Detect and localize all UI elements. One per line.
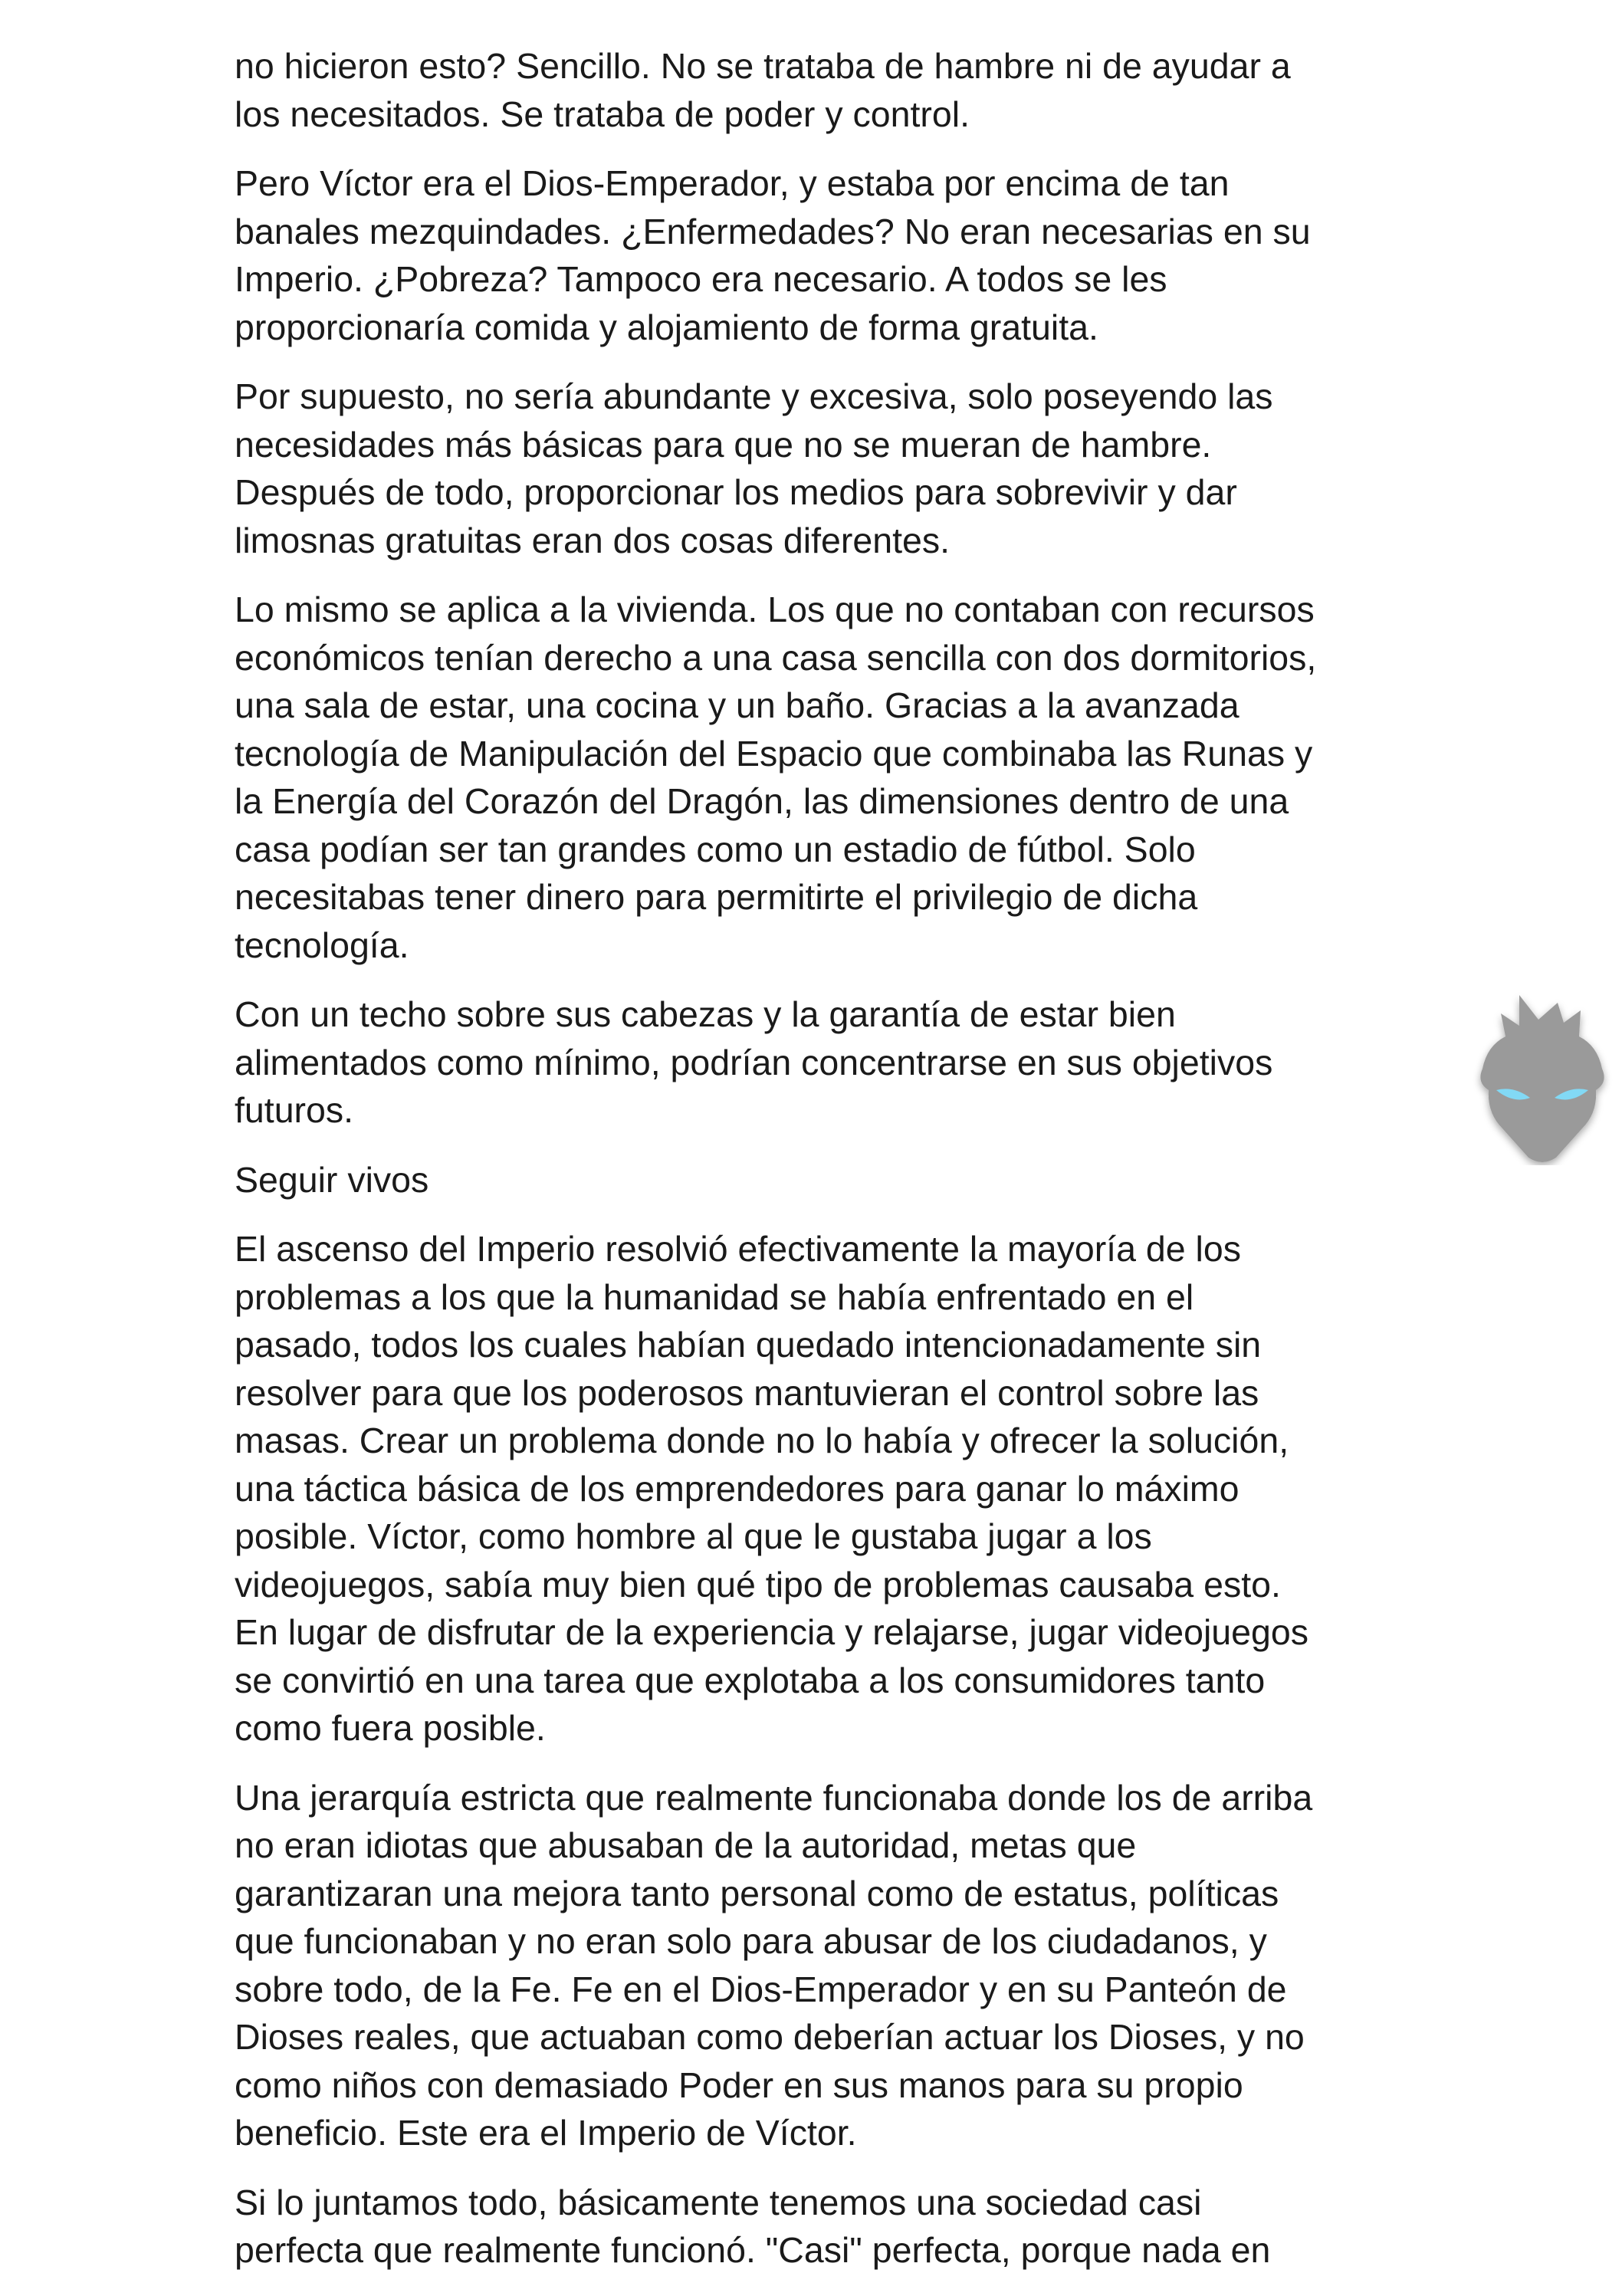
paragraph: Si lo juntamos todo, básicamente tenemos una sociedad casi perfecta que realmente funcionó. "Casi" perfecta, porque nada en [235,2182,1271,2270]
paragraph: Pero Víctor era el Dios-Emperador, y estaba por encima de tan banales mezquindades. ¿Enfermedades? No eran necesarias en su Imperio. ¿Pobreza? Tampoco era necesario. A todos se les proporcionaría comida y alojamiento de forma gratuita. [235,163,1311,347]
watermark-logo [1466,989,1619,1165]
demon-head-icon [1466,989,1619,1165]
document-body [235,42,1407,2296]
paragraph: Lo mismo se aplica a la vivienda. Los que no contaban con recursos económicos tenían derecho a una casa sencilla con dos dormitorios, una sala de estar, una cocina y un baño. Gracias a la avanzada tecnología de Manipulación del Espacio que combinaba las Runas y la Energía del Corazón del Dragón, las dimensiones dentro de una casa podían ser tan grandes como un estadio de fútbol. Solo necesitabas tener dinero para permitirte el privilegio de dicha tecnología. [235,590,1317,965]
paragraph: Con un techo sobre sus cabezas y la garantía de estar bien alimentados como mínimo, podrían concentrarse en sus objetivos futuros. [235,994,1273,1130]
paragraph: no hicieron esto? Sencillo. No se trataba de hambre ni de ayudar a los necesitados. Se trataba de poder y control. [235,46,1291,134]
paragraph: Por supuesto, no sería abundante y excesiva, solo poseyendo las necesidades más básicas para que no se mueran de hambre. Después de todo, proporcionar los medios para sobrevivir y dar limosnas gratuitas eran dos cosas diferentes. [235,376,1273,560]
paragraph: El ascenso del Imperio resolvió efectivamente la mayoría de los problemas a los que la humanidad se había enfrentado en el pasado, todos los cuales habían quedado intencionadamente sin resolver para que los poderosos mantuvieran el control sobre las masas. Crear un problema donde no lo había y ofrecer la solución, una táctica básica de los emprendedores para ganar lo máximo posible. Víctor, como hombre al que le gustaba jugar a los videojuegos, sabía muy bien qué tipo de problemas causaba esto. En lugar de disfrutar de la experiencia y relajarse, jugar videojuegos se convirtió en una tarea que explotaba a los consumidores tanto como fuera posible. [235,1229,1308,1748]
paragraph: Una jerarquía estricta que realmente funcionaba donde los de arriba no eran idiotas que abusaban de la autoridad, metas que garantizaran una mejora tanto personal como de estatus, políticas que funcionaban y no eran solo para abusar de los ciudadanos, y sobre todo, de la Fe. Fe en el Dios-Emperador y en su Panteón de Dioses reales, que actuaban como deberían actuar los Dioses, y no como niños con demasiado Poder en sus manos para su propio beneficio. Este era el Imperio de Víctor. [235,1777,1313,2153]
demon-head-shape [1480,995,1604,1162]
paragraph: Seguir vivos [235,1159,429,1200]
